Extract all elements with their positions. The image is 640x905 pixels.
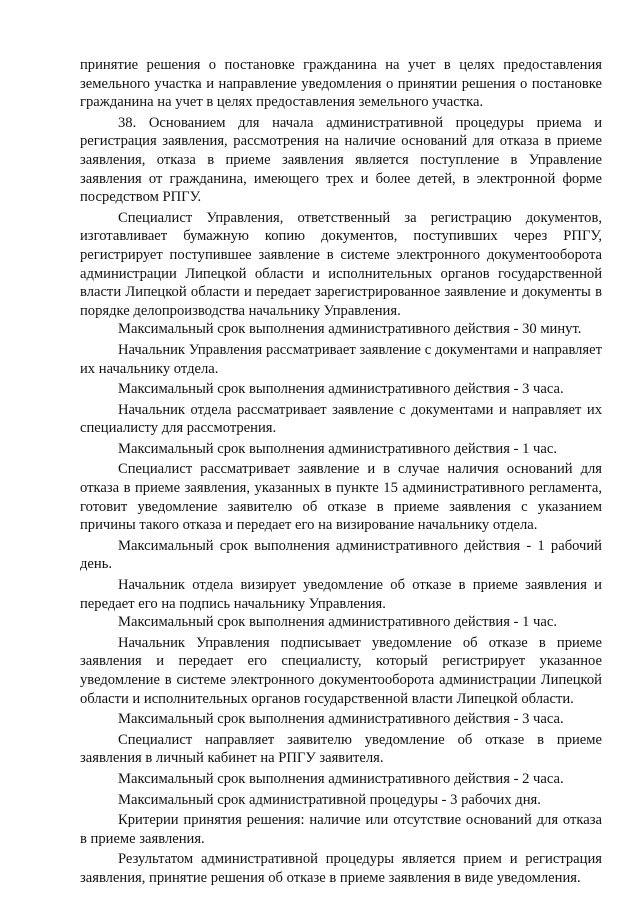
paragraph-deadline-1-hour: Максимальный срок выполнения административного действия - 1 час. xyxy=(118,440,557,457)
paragraph-deadline-2-hours: Максимальный срок выполнения административного действия - 2 часа. xyxy=(118,770,564,787)
paragraph-department-head-review: Начальник отдела рассматривает заявление с документами и направляет их специалисту для рассмотрения. xyxy=(80,401,602,437)
paragraph-deadline-1-day: Максимальный срок выполнения административного действия - 1 рабочий день. xyxy=(80,537,602,573)
paragraph-visa: Начальник отдела визирует уведомление об отказе в приеме заявления и передает его на подпись начальнику Управления. xyxy=(80,577,602,612)
paragraph-notification-sent: Специалист направляет заявителю уведомление об отказе в приеме заявления в личный кабинет на РПГУ заявителя. xyxy=(80,731,602,767)
paragraph-deadline-3-hours-2: Максимальный срок выполнения административного действия - 3 часа. xyxy=(118,711,564,728)
paragraph-procedure-deadline: Максимальный срок административной процедуры - 3 рабочих дня. xyxy=(118,791,541,808)
paragraph-decision-criteria: Критерии принятия решения: наличие или отсутствие оснований для отказа в приеме заявления. xyxy=(80,812,602,847)
document-body xyxy=(80,56,602,888)
paragraph-item-38: 38. Основанием для начала административной процедуры приема и регистрация заявления, рассмотрения на наличие оснований для отказа в приеме заявления, отказа в приеме заявления является поступление в Управление заявления от гражданина, имеющего трех и более детей, в электронной форме посредством РПГУ. xyxy=(80,114,602,206)
paragraph-deadline-3-hours: Максимальный срок выполнения административного действия - 3 часа. xyxy=(118,381,564,398)
paragraph-procedure-result: Результатом административной процедуры является прием и регистрация заявления, принятие решения об отказе в приеме заявления в виде уведомления. xyxy=(80,851,602,886)
paragraph-registration-specialist: Специалист Управления, ответственный за регистрацию документов, изготавливает бумажную копию документов, поступивших через РПГУ, регистрирует поступившее заявление в системе электронного документооборота администрации Липецкой области и исполнительных органов государственной власти Липецкой области и передает зарегистрированное заявление и документы в порядке делопроизводства начальнику Управления. xyxy=(80,209,602,319)
paragraph-specialist-review: Специалист рассматривает заявление и в случае наличия оснований для отказа в приеме заявления, указанных в пункте 15 административного регламента, готовит уведомление заявителю об отказе в приеме заявления с указанием причины такого отказа и передает его на визирование начальнику отдела. xyxy=(80,461,602,534)
paragraph-continuation: принятие решения о постановке гражданина на учет в целях предоставления земельного участка и направление уведомления о принятии решения о постановке гражданина на учет в целях предоставления земельного участка. xyxy=(80,57,602,111)
paragraph-deadline-1-hour-2: Максимальный срок выполнения административного действия - 1 час. xyxy=(118,614,557,631)
paragraph-deadline-30-min: Максимальный срок выполнения административного действия - 30 минут. xyxy=(118,321,582,338)
paragraph-head-review: Начальник Управления рассматривает заявление с документами и направляет их начальнику отдела. xyxy=(80,341,602,377)
paragraph-signing: Начальник Управления подписывает уведомление об отказе в приеме заявления и передает его специалисту, который регистрирует указанное уведомление в системе электронного документооборота администрации Липецкой области и исполнительных органов государственной власти Липецкой области. xyxy=(80,634,602,707)
